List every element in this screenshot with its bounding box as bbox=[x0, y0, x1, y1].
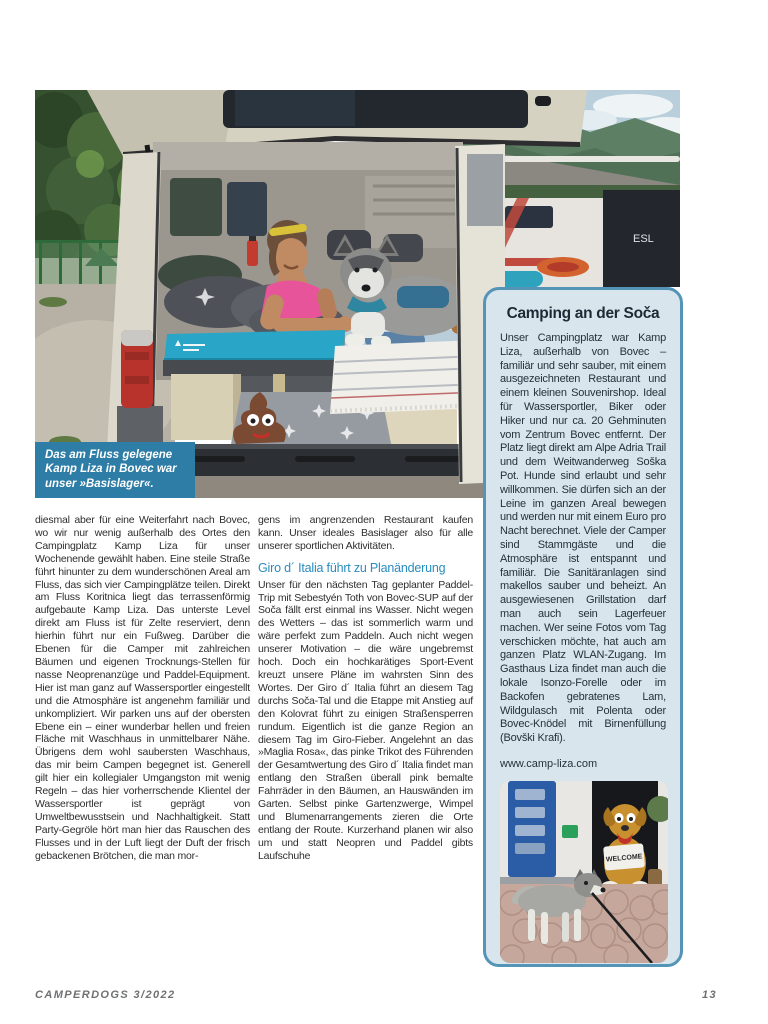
paragraph: diesmal aber für eine Weiterfahrt nach Bovec, wo wir nur wenig außerhalb des Ortes den Campingplatz Kamp Liza für unser Wochenende gewählt haben. Eine steile Straße führt hinunter zu dem wunderschönen Areal am Fluss, das sich vier Campingplätze teilen. Direkt am Fluss Koritnica liegt das terrassenförmig aufgebaute Kamp Liza. Das unterste Level direkt am Fluss ist für Zelte reserviert, denn hierhin führt nur ein Fußweg. Darüber die Ebenen für die Camper mit zahlreichen Bäumen und eigenen Trocknungs-Stellen für nasse Neoprenanzüge und Paddel-Equipment. Hier ist man ganz auf Wassersportler eingestellt und die Atmosphäre ist angenehm familiär und unkompliziert. Wir parken uns auf der obersten Ebene ein – einer wunderbar hellen und freien Fläche mit Waschhaus in unmittelbarer Nähe. Übrigens dem wohl saubersten Waschhaus, das mir beim Campen begegnet ist. Generell gilt hier ein kollegialer Umgangston mit wenig Regeln – das hier vorherrschende Klientel der Wassersportler ist geprägt von Umweltbewusstsein und Nachhaltigkeit. Statt Party-Gegröle hört man hier das Rauschen des Flusses und in der Luft liegt der Duft der frisch gebackenen Brötchen, die man mor- bbox=[35, 514, 250, 862]
sidebar-body: Unser Campingplatz war Kamp Liza, außerhalb von Bovec – familiär und sehr sauber, mit einem ausgezeichneten Restaurant und einem kleinen Souvenirshop. Ideal für Wassersportler, Biker oder Hiker und nur ca. 20 Gehminuten vom Zentrum Bovec entfernt. Der Platz liegt direkt am Alpe Adria Trail und dem Weitwanderweg Soška Pot. Hunde sind erlaubt und sehr willkommen. Sie dürfen sich an der Leine im ganzen Areal bewegen und werden nur mit einem Euro pro Nacht berechnet. Viele der Camper sind Stammgäste und die Atmosphäre ist entspannt und familiär. Die Sanitäranlagen sind makellos sauber und beheizt. An ausgewiesenen Grillstation darf man auch sein Lagerfeuer machen. Wer seine Fotos vom Tag verschicken möchte, hat auch am ganzen Platz WLAN-Zugang. Im Gasthaus Liza findet man auch die lokale Isonzo-Forelle oder im Backofen gebratenes Lam, Wildgulasch mit Polenta oder Bovec-Knödel mit Birnenfüllung (Bovški Krafi). bbox=[500, 332, 666, 745]
article-body bbox=[35, 514, 473, 863]
watering-can bbox=[562, 825, 578, 838]
sidebar-photo bbox=[500, 781, 668, 963]
blue-door bbox=[508, 781, 556, 877]
sidebar-photo-illustration bbox=[500, 781, 668, 963]
page-footer bbox=[35, 989, 717, 1001]
footer-journal: CAMPERDOGS 3/2022 bbox=[35, 989, 176, 1001]
mattress bbox=[164, 330, 345, 364]
van-bumper bbox=[145, 444, 505, 498]
photo-caption: Das am Fluss gelegene Kamp Liza in Bovec war unser »Basislager«. bbox=[35, 442, 195, 498]
paragraph: gens im angrenzenden Restaurant kaufen kann. Unser ideales Basislager also für alle unserer sportlichen Aktivitäten. bbox=[258, 514, 473, 552]
article-column-1 bbox=[35, 514, 250, 863]
sidebar-infobox bbox=[483, 287, 683, 967]
paragraph: Unser für den nächsten Tag geplanter Paddel-Trip mit Sebestyén Toth von Bovec-SUP auf der Soča fällt erst einmal ins Wasser. Nicht wegen des Wetters – das ist sommerlich warm und wäre perfekt zum Paddeln. Auch nicht wegen unserer Motivation – die wäre ungebremst hoch. Doch ein hochkarätiges Sport-Event kreuzt unsere Pläne im wahrsten Sinn des Wortes. Der Giro d´ Italia führt an diesem Tag durchs Soča-Tal und die Etappe mit Anstieg auf den Kolovrat führt zu einigen Straßensperren rundum. Eigentlich ist die ganze Region an diesem Tag im Giro-Fieber. Angelehnt an das »Maglia Rosa«, das pinke Trikot des Führenden der Gesamtwertung des Giro d´ Italia findet man entlang den Straßen überall pink bemalte Fahrräder in den Bäumen, an Hauswänden im Garten. Selbst pinke Gartenzwerge, Wimpel und Blumenarrangements zieren die Orte entlang der Route. Kurzerhand planen wir also um und statt Neopren und Paddel gibts Laufschuhe bbox=[258, 578, 473, 862]
welcome-sign-text: WELCOME bbox=[605, 853, 643, 864]
tent-logo-text: ESL bbox=[633, 233, 654, 245]
footer-page-number: 13 bbox=[701, 989, 717, 1001]
article-column-2 bbox=[258, 514, 473, 863]
sidebar-title: Camping an der Soča bbox=[506, 305, 660, 322]
section-subheading: Giro d´ Italia führt zu Planänderung bbox=[258, 560, 446, 575]
sidebar-link[interactable]: www.camp-liza.com bbox=[500, 757, 598, 770]
neighbour-campers bbox=[487, 185, 680, 287]
welcome-dog-mascot bbox=[592, 781, 668, 893]
